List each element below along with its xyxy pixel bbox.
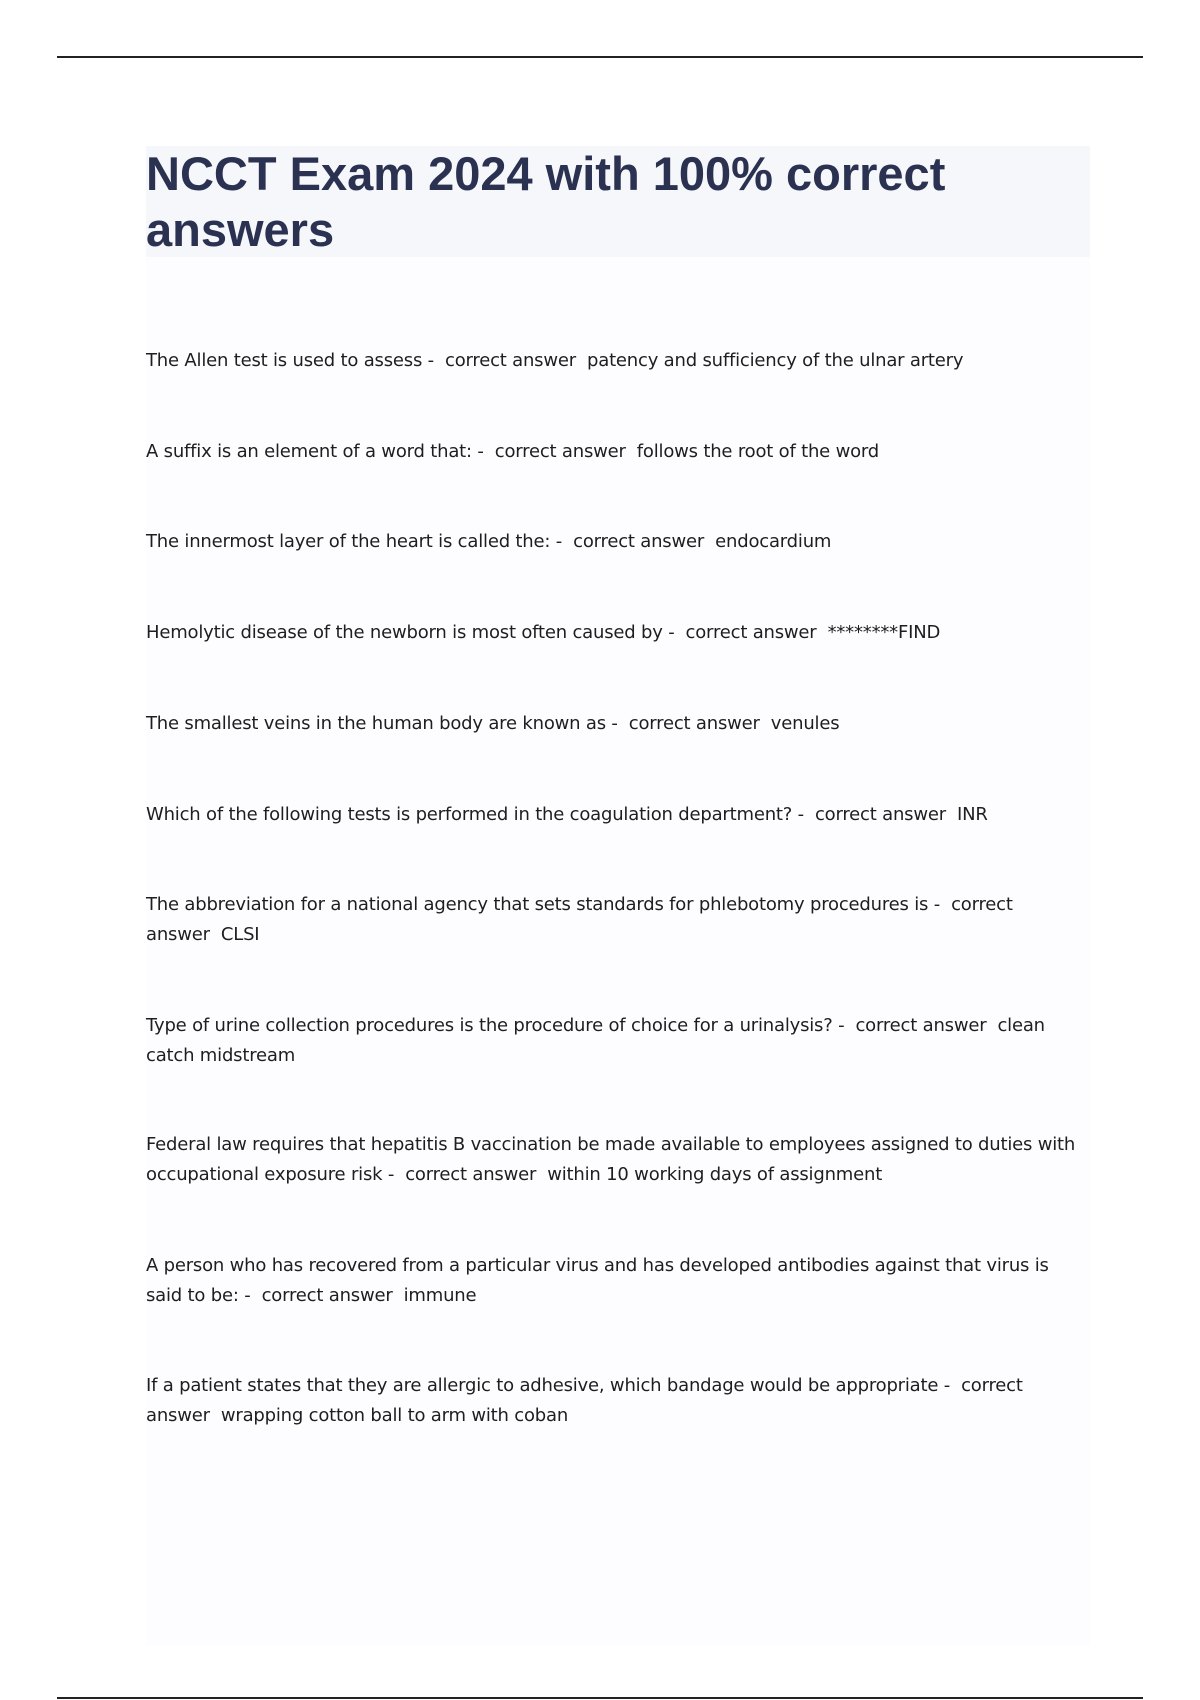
answer-text: follows the root of the word [636,441,880,462]
qa-item [146,800,1090,830]
answer-text: immune [403,1285,477,1306]
answer-text: clean catch midstream [146,1015,1045,1066]
qa-item [146,1011,1090,1071]
answer-text: venules [770,713,840,734]
question-text: The abbreviation for a national agency that sets standards for phlebotomy procedures is [146,894,929,915]
separator: - [938,1375,962,1396]
separator: - [832,1015,856,1036]
separator: - [471,441,495,462]
separator: - [605,713,629,734]
answer-text: wrapping cotton ball to arm with coban [220,1405,569,1426]
answer-label: correct answer [814,804,946,825]
separator: - [382,1164,406,1185]
answer-label: correct answer [494,441,626,462]
qa-item [146,890,1090,950]
qa-item [146,618,1090,648]
answer-text: within 10 working days of assignment [547,1164,883,1185]
question-text: Which of the following tests is performed in the coagulation department? [146,804,793,825]
answer-text: patency and sufficiency of the ulnar artery [587,350,964,371]
qa-item [146,1251,1090,1311]
answer-label: correct answer [628,713,760,734]
separator: - [422,350,445,371]
answer-label: correct answer [573,531,705,552]
question-text: The Allen test is used to assess [146,350,423,371]
question-text: Federal law requires that hepatitis B vaccination be made available to employees assigned to duties with occupational exposure risk [146,1134,1076,1185]
title-band [146,146,1090,257]
header-rule [57,56,1143,58]
qa-item [146,527,1090,557]
qa-item [146,437,1090,467]
question-text: A person who has recovered from a particular virus and has developed antibodies against that virus is said to be: [146,1255,1049,1306]
separator: - [792,804,815,825]
answer-label: correct answer [405,1164,537,1185]
answer-label: correct answer [146,894,1013,945]
answer-text: ********FIND [827,622,941,643]
document-page [146,146,1090,1646]
footer-rule [57,1697,1143,1699]
answer-label: correct answer [445,350,576,371]
answer-label: correct answer [261,1285,393,1306]
qa-item [146,346,1090,376]
answer-text: CLSI [220,924,260,945]
qa-item [146,1371,1090,1431]
question-text: If a patient states that they are allergic to adhesive, which bandage would be appropriate [146,1375,939,1396]
answer-text: endocardium [715,531,832,552]
question-text: The smallest veins in the human body are known as [146,713,606,734]
answer-label: correct answer [685,622,817,643]
answer-label: correct answer [146,1375,1023,1426]
separator: - [238,1285,262,1306]
separator: - [550,531,574,552]
question-text: Hemolytic disease of the newborn is most often caused by [146,622,663,643]
question-text: The innermost layer of the heart is called the: [146,531,551,552]
answer-text: INR [957,804,988,825]
qa-item [146,709,1090,739]
question-text: A suffix is an element of a word that: [146,441,472,462]
answer-label: correct answer [855,1015,987,1036]
separator: - [928,894,952,915]
page-title: NCCT Exam 2024 with 100% correct answers [146,147,946,256]
qa-item [146,1130,1090,1190]
question-text: Type of urine collection procedures is the procedure of choice for a urinalysis? [146,1015,833,1036]
separator: - [662,622,686,643]
